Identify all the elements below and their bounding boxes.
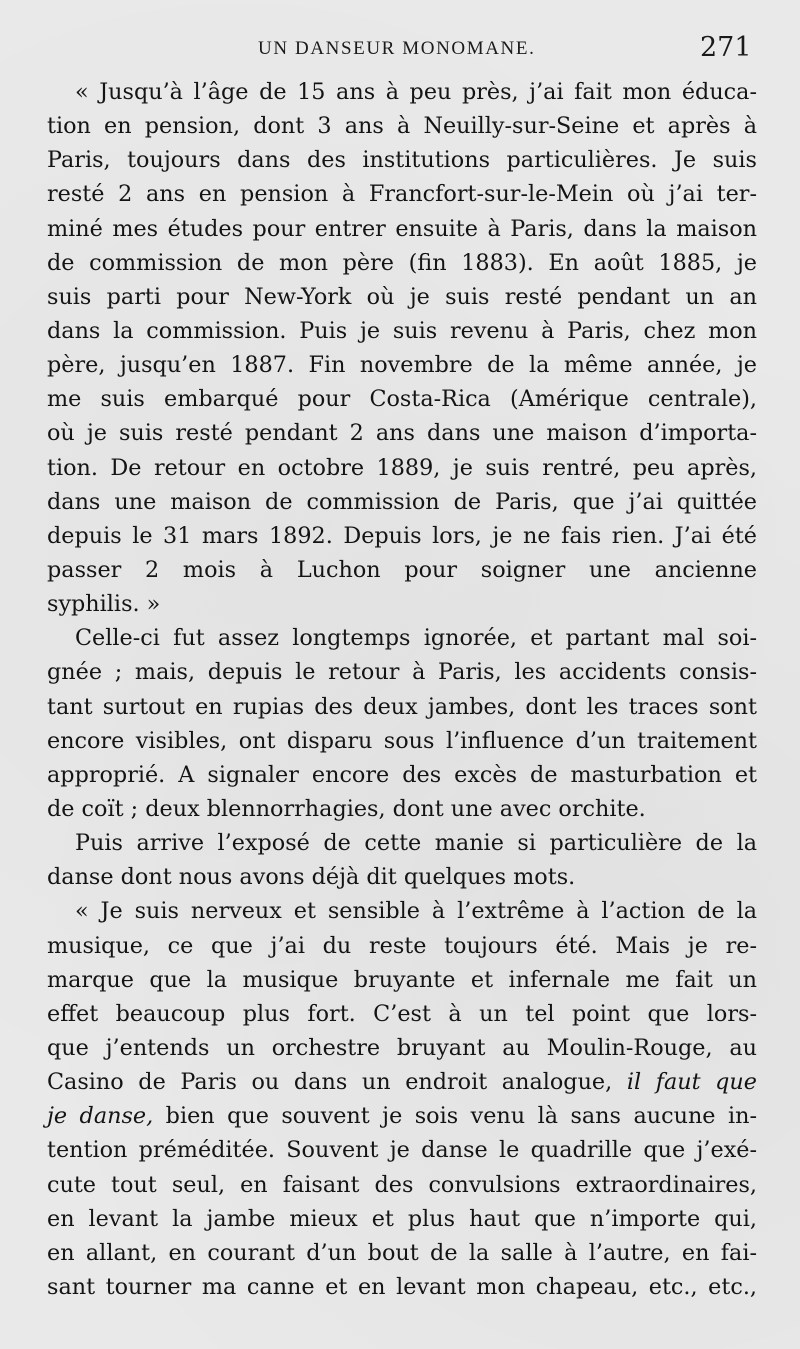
text-line: syphilis. » (47, 591, 161, 618)
text-line: en levant la jambe mieux et plus haut que n’importe qui, (47, 1205, 757, 1232)
text-line: en allant, en courant d’un bout de la salle à l’autre, en fai- (47, 1239, 757, 1266)
text-line: de commission de mon père (fin 1883). En août 1885, je (47, 249, 757, 276)
text-line: marque que la musique bruyante et infernale me fait un (47, 966, 757, 993)
italic-text: je danse, (47, 1103, 154, 1130)
text-line: approprié. A signaler encore des excès de masturbation et (47, 761, 757, 788)
text-line: où je suis resté pendant 2 ans dans une maison d’importa- (47, 420, 757, 447)
text-line: Puis arrive l’exposé de cette manie si particulière de la (75, 830, 757, 857)
text-line: me suis embarqué pour Costa-Rica (Amérique centrale), (47, 386, 757, 413)
body-text (47, 75, 757, 1304)
text-line: danse dont nous avons déjà dit quelques mots. (47, 864, 576, 891)
text-line: de coït ; deux blennorrhagies, dont une avec orchite. (47, 795, 646, 822)
running-title: UN DANSEUR MONOMANE. (258, 38, 536, 59)
text-line: tion. De retour en octobre 1889, je suis rentré, peu après, (47, 454, 757, 481)
text-line-part: bien que souvent je sois venu là sans aucune in- (165, 1103, 757, 1130)
text-line: resté 2 ans en pension à Francfort-sur-le-Mein où j’ai ter- (47, 181, 757, 208)
text-line: musique, ce que j’ai du reste toujours été. Mais je re- (47, 932, 757, 959)
text-line: tant surtout en rupias des deux jambes, dont les traces sont (47, 693, 757, 720)
text-line: « Jusqu’à l’âge de 15 ans à peu près, j’ai fait mon éduca- (75, 79, 757, 105)
text-line: suis parti pour New-York où je suis resté pendant un an (47, 283, 757, 310)
text-line: tention préméditée. Souvent je danse le quadrille que j’exé- (47, 1137, 757, 1164)
text-line: Celle-ci fut assez longtemps ignorée, et partant mal soi- (75, 625, 757, 652)
text-line: depuis le 31 mars 1892. Depuis lors, je ne fais rien. J’ai été (47, 522, 757, 549)
text-line-part: Casino de Paris ou dans un endroit analogue, (47, 1069, 613, 1096)
text-line: Paris, toujours dans des institutions particulières. Je suis (47, 147, 757, 174)
text-line: « Je suis nerveux et sensible à l’extrême à l’action de la (75, 898, 757, 925)
text-line: tion en pension, dont 3 ans à Neuilly-sur-Seine et après à (47, 113, 757, 140)
text-line: miné mes études pour entrer ensuite à Paris, dans la maison (47, 215, 757, 242)
page-number: 271 (700, 32, 752, 63)
text-line: sant tourner ma canne et en levant mon chapeau, etc., etc., (47, 1273, 757, 1300)
text-line: que j’entends un orchestre bruyant au Moulin-Rouge, au (47, 1034, 757, 1061)
italic-text: il faut que (626, 1069, 757, 1096)
text-line: dans une maison de commission de Paris, que j’ai quittée (47, 488, 757, 515)
text-line: cute tout seul, en faisant des convulsions extraordinaires, (47, 1171, 757, 1198)
text-line: gnée ; mais, depuis le retour à Paris, les accidents consis- (47, 659, 757, 686)
text-line: père, jusqu’en 1887. Fin novembre de la même année, je (47, 352, 757, 379)
text-line: passer 2 mois à Luchon pour soigner une ancienne (47, 556, 757, 583)
text-line: effet beaucoup plus fort. C’est à un tel point que lors- (47, 1000, 757, 1027)
text-line-with-italic (47, 1099, 757, 1133)
text-line: encore visibles, ont disparu sous l’influence d’un traitement (47, 727, 757, 754)
running-head (0, 32, 800, 72)
text-line-with-italic (47, 1065, 757, 1099)
text-line: dans la commission. Puis je suis revenu à Paris, chez mon (47, 317, 757, 344)
